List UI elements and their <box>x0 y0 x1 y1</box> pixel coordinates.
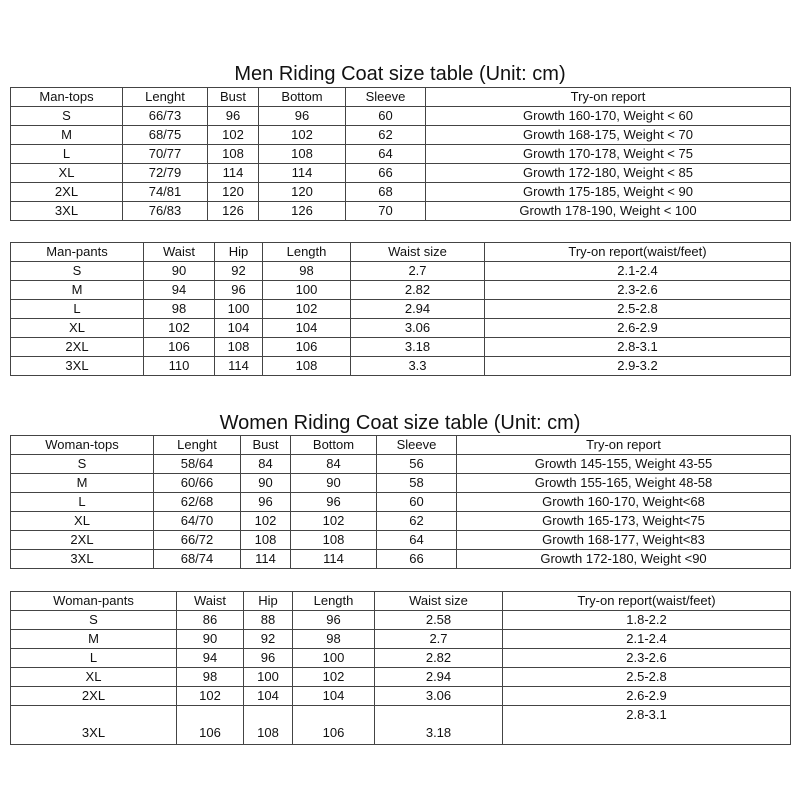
table-cell: 60/66 <box>154 474 241 493</box>
column-header: Bust <box>208 88 259 107</box>
column-header: Try-on report <box>426 88 791 107</box>
table-cell: M <box>11 474 154 493</box>
table-cell: 114 <box>259 164 346 183</box>
women-pants-table <box>10 591 791 745</box>
women-size-table-title: Women Riding Coat size table (Unit: cm) <box>219 412 581 434</box>
table-cell: XL <box>11 668 177 687</box>
table-cell: 86 <box>177 611 244 630</box>
table-cell: 108 <box>244 706 293 745</box>
table-cell: Growth 160-170, Weight<68 <box>457 493 791 512</box>
table-cell: 126 <box>259 202 346 221</box>
table-row <box>11 611 791 630</box>
table-cell: 108 <box>241 531 291 550</box>
column-header: Sleeve <box>377 436 457 455</box>
table-row <box>11 474 791 493</box>
table-cell: 2.5-2.8 <box>485 300 791 319</box>
table-cell: 2.9-3.2 <box>485 357 791 376</box>
column-header: Waist size <box>351 243 485 262</box>
table-cell: M <box>11 630 177 649</box>
table-cell: 2.3-2.6 <box>485 281 791 300</box>
table-cell: Growth 168-175, Weight < 70 <box>426 126 791 145</box>
table-cell: Growth 175-185, Weight < 90 <box>426 183 791 202</box>
table-cell: 2XL <box>11 531 154 550</box>
table-cell: 3XL <box>11 357 144 376</box>
table-cell: 56 <box>377 455 457 474</box>
column-header: Man-tops <box>11 88 123 107</box>
table-cell: 100 <box>244 668 293 687</box>
table-cell: 104 <box>244 687 293 706</box>
column-header: Sleeve <box>346 88 426 107</box>
table-cell: 94 <box>144 281 215 300</box>
table-cell: S <box>11 262 144 281</box>
table-cell: 108 <box>259 145 346 164</box>
table-row <box>11 126 791 145</box>
table-cell: 96 <box>291 493 377 512</box>
table-cell: 114 <box>241 550 291 569</box>
table-row <box>11 630 791 649</box>
table-cell: 102 <box>177 687 244 706</box>
table-cell: 92 <box>215 262 263 281</box>
table-cell: 76/83 <box>123 202 208 221</box>
table-cell: 2.94 <box>375 668 503 687</box>
table-cell: XL <box>11 164 123 183</box>
table-cell: 3XL <box>11 706 177 745</box>
table-cell: M <box>11 281 144 300</box>
table-cell: 3.06 <box>351 319 485 338</box>
table-cell: 2XL <box>11 687 177 706</box>
table-cell: 100 <box>263 281 351 300</box>
table-cell: 100 <box>215 300 263 319</box>
table-row <box>11 183 791 202</box>
table-cell: 102 <box>259 126 346 145</box>
table-cell: 108 <box>208 145 259 164</box>
table-cell: 90 <box>291 474 377 493</box>
table-cell: 98 <box>263 262 351 281</box>
table-cell: 66 <box>377 550 457 569</box>
table-cell: 64 <box>346 145 426 164</box>
table-cell: Growth 172-180, Weight <90 <box>457 550 791 569</box>
table-cell: 68/75 <box>123 126 208 145</box>
table-cell: 1.8-2.2 <box>503 611 791 630</box>
table-cell: Growth 168-177, Weight<83 <box>457 531 791 550</box>
table-cell: 66 <box>346 164 426 183</box>
table-header-row <box>11 592 791 611</box>
table-cell: 104 <box>293 687 375 706</box>
table-cell: Growth 165-173, Weight<75 <box>457 512 791 531</box>
table-row <box>11 300 791 319</box>
table-cell: 106 <box>144 338 215 357</box>
men-size-table-title: Men Riding Coat size table (Unit: cm) <box>234 63 566 85</box>
column-header: Bottom <box>259 88 346 107</box>
men-pants-table <box>10 242 791 376</box>
table-cell: L <box>11 649 177 668</box>
table-cell: 2.1-2.4 <box>485 262 791 281</box>
column-header: Woman-tops <box>11 436 154 455</box>
table-cell: 2.7 <box>351 262 485 281</box>
table-cell: Growth 170-178, Weight < 75 <box>426 145 791 164</box>
table-cell: 70 <box>346 202 426 221</box>
table-cell: 66/72 <box>154 531 241 550</box>
table-row <box>11 531 791 550</box>
table-cell: 102 <box>208 126 259 145</box>
table-cell: 66/73 <box>123 107 208 126</box>
column-header: Lenght <box>154 436 241 455</box>
table-cell: Growth 178-190, Weight < 100 <box>426 202 791 221</box>
table-cell: 110 <box>144 357 215 376</box>
table-cell: 60 <box>377 493 457 512</box>
table-cell: 68/74 <box>154 550 241 569</box>
table-cell: 3XL <box>11 202 123 221</box>
table-cell: 2.58 <box>375 611 503 630</box>
table-cell: 2XL <box>11 183 123 202</box>
table-row <box>11 202 791 221</box>
table-cell: 126 <box>208 202 259 221</box>
table-cell: XL <box>11 512 154 531</box>
table-row <box>11 649 791 668</box>
table-cell: 64/70 <box>154 512 241 531</box>
table-cell: 72/79 <box>123 164 208 183</box>
table-cell: S <box>11 107 123 126</box>
table-cell: 60 <box>346 107 426 126</box>
table-cell: Growth 160-170, Weight < 60 <box>426 107 791 126</box>
table-row <box>11 550 791 569</box>
table-cell: 3.18 <box>375 706 503 745</box>
table-cell: 96 <box>293 611 375 630</box>
table-cell: 3.06 <box>375 687 503 706</box>
table-cell: 2.94 <box>351 300 485 319</box>
table-cell: 2.6-2.9 <box>485 319 791 338</box>
table-cell: 58/64 <box>154 455 241 474</box>
column-header: Try-on report <box>457 436 791 455</box>
table-row <box>11 357 791 376</box>
table-cell: 108 <box>263 357 351 376</box>
column-header: Hip <box>244 592 293 611</box>
table-cell: 3XL <box>11 550 154 569</box>
table-cell: L <box>11 493 154 512</box>
table-cell: 108 <box>291 531 377 550</box>
table-cell: 96 <box>208 107 259 126</box>
table-cell: 84 <box>291 455 377 474</box>
column-header: Man-pants <box>11 243 144 262</box>
table-cell: 2XL <box>11 338 144 357</box>
table-cell: XL <box>11 319 144 338</box>
table-cell: L <box>11 300 144 319</box>
table-cell: 62 <box>346 126 426 145</box>
table-cell: 120 <box>208 183 259 202</box>
table-cell: 62 <box>377 512 457 531</box>
table-cell: 88 <box>244 611 293 630</box>
men-tops-table <box>10 87 791 221</box>
table-header-row <box>11 88 791 107</box>
table-cell: 106 <box>293 706 375 745</box>
table-cell: 96 <box>215 281 263 300</box>
table-cell: 90 <box>241 474 291 493</box>
table-cell: 120 <box>259 183 346 202</box>
table-cell: 2.82 <box>351 281 485 300</box>
table-cell: Growth 172-180, Weight < 85 <box>426 164 791 183</box>
table-cell: 64 <box>377 531 457 550</box>
table-cell: S <box>11 455 154 474</box>
table-cell: 98 <box>144 300 215 319</box>
table-cell: 104 <box>215 319 263 338</box>
table-cell: 62/68 <box>154 493 241 512</box>
column-header: Woman-pants <box>11 592 177 611</box>
table-cell: 102 <box>241 512 291 531</box>
table-cell: 96 <box>259 107 346 126</box>
table-cell: 2.6-2.9 <box>503 687 791 706</box>
table-cell: Growth 155-165, Weight 48-58 <box>457 474 791 493</box>
table-cell: 90 <box>144 262 215 281</box>
column-header: Bottom <box>291 436 377 455</box>
table-row <box>11 262 791 281</box>
table-cell: 70/77 <box>123 145 208 164</box>
table-row <box>11 687 791 706</box>
table-cell: M <box>11 126 123 145</box>
table-cell: 2.5-2.8 <box>503 668 791 687</box>
column-header: Length <box>293 592 375 611</box>
column-header: Hip <box>215 243 263 262</box>
column-header: Try-on report(waist/feet) <box>503 592 791 611</box>
table-cell: 100 <box>293 649 375 668</box>
table-cell: 2.3-2.6 <box>503 649 791 668</box>
table-cell: 102 <box>291 512 377 531</box>
table-row <box>11 164 791 183</box>
column-header: Waist <box>144 243 215 262</box>
table-row <box>11 706 791 745</box>
table-cell: 94 <box>177 649 244 668</box>
table-row <box>11 281 791 300</box>
column-header: Length <box>263 243 351 262</box>
column-header: Bust <box>241 436 291 455</box>
table-cell: 96 <box>244 649 293 668</box>
table-row <box>11 145 791 164</box>
table-cell: S <box>11 611 177 630</box>
table-cell: 114 <box>208 164 259 183</box>
table-row <box>11 338 791 357</box>
table-cell: 96 <box>241 493 291 512</box>
table-cell: 92 <box>244 630 293 649</box>
table-row <box>11 107 791 126</box>
table-cell: 90 <box>177 630 244 649</box>
table-cell: 58 <box>377 474 457 493</box>
table-cell: 2.7 <box>375 630 503 649</box>
table-cell: 98 <box>177 668 244 687</box>
table-row <box>11 512 791 531</box>
table-cell: 102 <box>144 319 215 338</box>
table-cell: 2.82 <box>375 649 503 668</box>
table-cell: 102 <box>263 300 351 319</box>
table-header-row <box>11 243 791 262</box>
table-row <box>11 668 791 687</box>
table-header-row <box>11 436 791 455</box>
column-header: Waist size <box>375 592 503 611</box>
women-tops-table <box>10 435 791 569</box>
table-cell: 2.1-2.4 <box>503 630 791 649</box>
table-cell: 3.18 <box>351 338 485 357</box>
table-cell: 2.8-3.1 <box>485 338 791 357</box>
table-cell: 114 <box>291 550 377 569</box>
table-cell: 114 <box>215 357 263 376</box>
column-header: Try-on report(waist/feet) <box>485 243 791 262</box>
table-row <box>11 493 791 512</box>
table-cell: 98 <box>293 630 375 649</box>
table-cell: 102 <box>293 668 375 687</box>
column-header: Lenght <box>123 88 208 107</box>
table-row <box>11 455 791 474</box>
table-cell: 74/81 <box>123 183 208 202</box>
table-cell: Growth 145-155, Weight 43-55 <box>457 455 791 474</box>
table-cell: 3.3 <box>351 357 485 376</box>
table-cell: 68 <box>346 183 426 202</box>
table-cell: 84 <box>241 455 291 474</box>
table-cell: 106 <box>263 338 351 357</box>
table-row <box>11 319 791 338</box>
column-header: Waist <box>177 592 244 611</box>
table-cell: 104 <box>263 319 351 338</box>
table-cell: 108 <box>215 338 263 357</box>
table-cell: L <box>11 145 123 164</box>
table-cell: 106 <box>177 706 244 745</box>
table-cell: 2.8-3.1 <box>503 706 791 745</box>
